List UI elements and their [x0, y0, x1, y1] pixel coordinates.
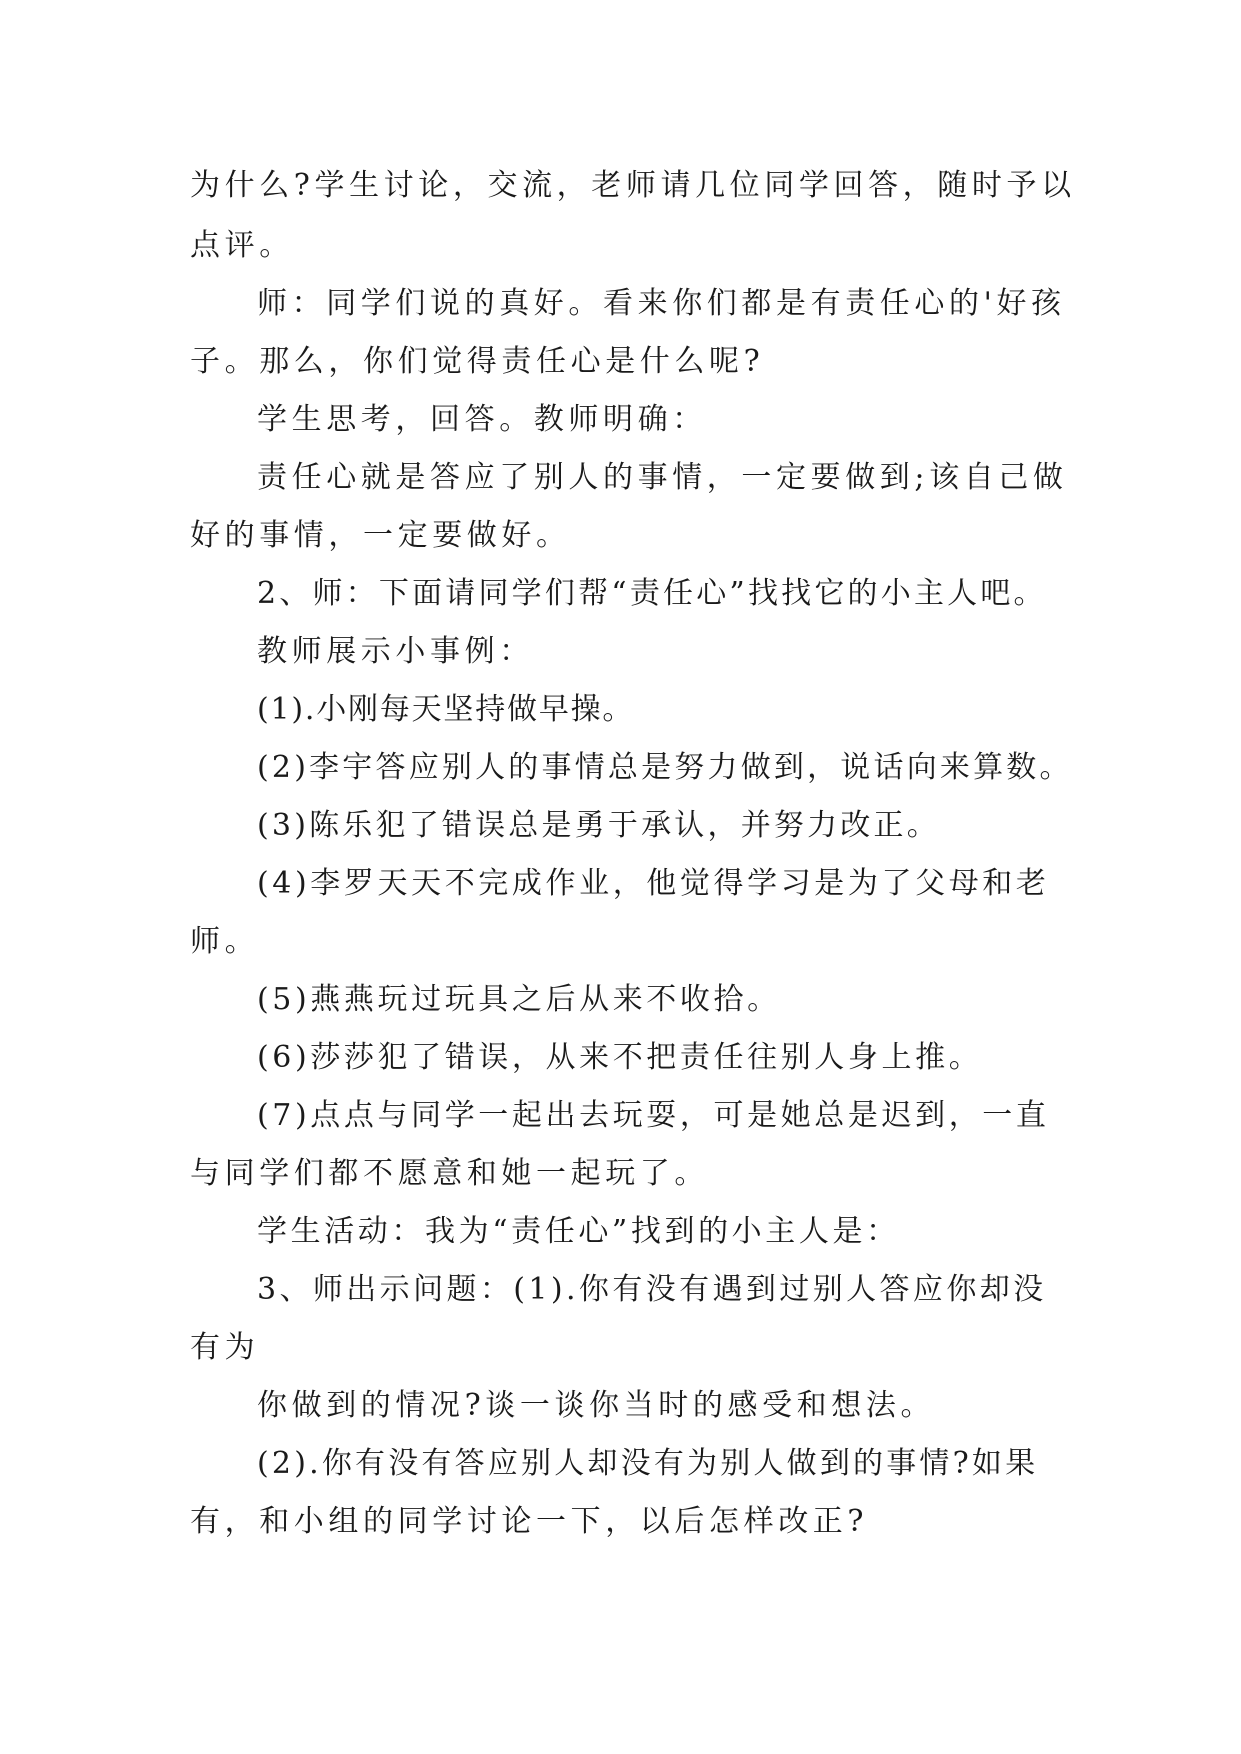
text-line: 有，和小组的同学讨论一下，以后怎样改正? [190, 1504, 869, 1539]
text-line: 师：同学们说的真好。看来你们都是有责任心的'好孩 [257, 286, 1066, 321]
text-line: 3、师出示问题：(1).你有没有遇到过别人答应你却没 [257, 1272, 1047, 1307]
text-line: (1).小刚每天坚持做早操。 [257, 692, 635, 727]
text-line: 有为 [190, 1330, 260, 1365]
text-line: (5)燕燕玩过玩具之后从来不收拾。 [257, 982, 781, 1017]
text-line: 教师展示小事例： [257, 634, 534, 669]
text-line: 好的事情，一定要做好。 [190, 518, 571, 553]
text-line: (7)点点与同学一起出去玩耍，可是她总是迟到，一直 [257, 1098, 1050, 1133]
text-line: (2)李宇答应别人的事情总是努力做到，说话向来算数。 [257, 750, 1073, 785]
text-line: (3)陈乐犯了错误总是勇于承认，并努力改正。 [257, 808, 940, 843]
text-line: (2).你有没有答应别人却没有为别人做到的事情?如果 [257, 1446, 1039, 1481]
text-line: 学生思考，回答。教师明确： [257, 402, 707, 437]
text-line: (6)莎莎犯了错误，从来不把责任往别人身上推。 [257, 1040, 983, 1075]
text-line: 与同学们都不愿意和她一起玩了。 [190, 1156, 709, 1191]
text-line: 师。 [190, 924, 260, 959]
text-line: 你做到的情况?谈一谈你当时的感受和想法。 [257, 1388, 936, 1423]
text-line: 学生活动：我为“责任心”找到的小主人是： [257, 1214, 900, 1249]
text-line: (4)李罗天天不完成作业，他觉得学习是为了父母和老 [257, 866, 1050, 901]
text-line: 点评。 [190, 228, 294, 263]
text-line: 2、师：下面请同学们帮“责任心”找找它的小主人吧。 [257, 576, 1047, 611]
text-line: 子。那么，你们觉得责任心是什么呢? [190, 344, 765, 379]
text-line: 责任心就是答应了别人的事情，一定要做到;该自己做 [257, 460, 1068, 495]
text-line: 为什么?学生讨论，交流，老师请几位同学回答，随时予以 [190, 168, 1076, 203]
